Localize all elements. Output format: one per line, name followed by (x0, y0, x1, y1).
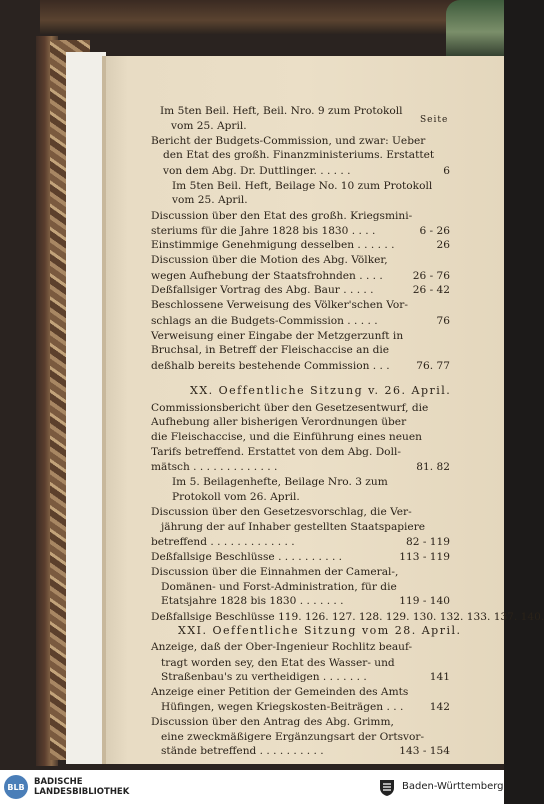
toc-entry-line: Bruchsal, in Betreff der Fleischaccise an die (151, 344, 390, 357)
toc-entry-line: Straßenbau's zu vertheidigen . . . . . . . (161, 670, 367, 683)
toc-entry-line: eine zweckmäßigere Ergänzungsart der Ortsvor- (161, 731, 425, 744)
blb-logo-icon: BLB (4, 775, 28, 799)
page-column-header: Seite (420, 115, 449, 125)
toc-entry-line: Im 5ten Beil. Heft, Beil. Nro. 9 zum Protokoll (160, 104, 403, 117)
toc-entry-line: Discussion über den Etat des großh. Kriegsmini- (151, 209, 413, 222)
page-reference: 6 - 26 (419, 224, 450, 237)
toc-entry-line: stände betreffend . . . . . . . . . . (161, 745, 324, 758)
toc-entry-line: tragt worden sey, den Etat des Wasser- und (161, 656, 395, 669)
library-name-line2: LANDESBIBLIOTHEK (34, 787, 130, 797)
toc-entry-line: Deßfallsige Beschlüsse . . . . . . . . . . (151, 550, 343, 563)
page-reference: 26 - 76 (412, 269, 450, 282)
page-reference: 76 (436, 314, 450, 327)
toc-entry-line: Aufhebung aller bisherigen Verordnungen über (151, 415, 407, 428)
page-reference: 142 (429, 701, 450, 714)
toc-entry-line: Domänen- und Forst-Administration, für die (161, 581, 397, 594)
toc-entry-line: Verweisung einer Eingabe der Metzgerzunft in (151, 329, 404, 342)
toc-entry-line: Etatsjahre 1828 bis 1830 . . . . . . . (161, 595, 344, 608)
page-reference: 81. 82 (416, 460, 450, 473)
toc-entry-line: Discussion über den Antrag des Abg. Grimm, (151, 715, 394, 728)
toc-entry-line: Deßfallsige Beschlüsse 119. 126. 127. 128. 129. 130. 132. 133. 137. 140. (151, 610, 544, 623)
toc-entry-line: deßhalb bereits bestehende Commission . . . (151, 359, 390, 372)
toc-entry-line: von dem Abg. Dr. Duttlinger. . . . . . (163, 164, 351, 177)
page-reference: 143 - 154 (399, 745, 450, 758)
library-name-line1: BADISCHE (34, 777, 83, 787)
page-reference: 119 - 140 (399, 595, 450, 608)
toc-entry-line: den Etat des großh. Finanzministeriums. Erstattet (163, 149, 435, 162)
state-name: Baden-Württemberg (402, 781, 504, 792)
toc-entry-line: Tarifs betreffend. Erstattet von dem Abg. Doll- (151, 446, 401, 459)
toc-entry-line: betreffend . . . . . . . . . . . . . (151, 536, 295, 549)
footer-bar (0, 770, 504, 804)
toc-entry-line: Discussion über den Gesetzesvorschlag, die Ver- (151, 505, 412, 518)
session-heading: XX. Oeffentliche Sitzung v. 26. April. (190, 384, 452, 398)
page-reference: 26 (436, 239, 450, 252)
page-reference: 113 - 119 (399, 550, 450, 563)
toc-entry-line: jährung der auf Inhaber gestellten Staatspapiere (161, 520, 426, 533)
library-name (34, 777, 129, 797)
toc-entry-line: Hüfingen, wegen Kriegskosten-Beiträgen . . . (161, 701, 404, 714)
toc-entry-line: Im 5ten Beil. Heft, Beilage No. 10 zum Protokoll (172, 180, 433, 192)
toc-entry-line: Deßfallsiger Vortrag des Abg. Baur . . . . . (151, 284, 374, 297)
toc-entry-line: Discussion über die Motion des Abg. Völker, (151, 254, 388, 267)
page-reference: 76. 77 (416, 359, 450, 372)
toc-entry-line: Einstimmige Genehmigung desselben . . . . . . (151, 239, 395, 252)
toc-entry-line: vom 25. April. (172, 194, 248, 207)
page-reference: 82 - 119 (405, 536, 450, 549)
toc-entry-line: die Fleischaccise, und die Einführung eines neuen (151, 431, 422, 444)
toc-entry-line: Im 5. Beilagenhefte, Beilage Nro. 3 zum (172, 476, 388, 489)
toc-entry-line: Discussion über die Einnahmen der Cameral-, (151, 565, 399, 578)
toc-entry-line: Bericht der Budgets-Commission, und zwar: Ueber (151, 135, 426, 148)
toc-entry-line: vom 25. April. (171, 119, 247, 132)
page-reference: 6 (443, 164, 450, 177)
baden-wuerttemberg-lion-icon (378, 777, 396, 797)
toc-entry-line: mätsch . . . . . . . . . . . . . (151, 460, 278, 473)
toc-entry-line: wegen Aufhebung der Staatsfrohnden . . . . (151, 269, 383, 282)
toc-entry-line: Anzeige einer Petition der Gemeinden des Amts (151, 686, 409, 699)
session-heading: XXI. Oeffentliche Sitzung vom 28. April. (178, 624, 462, 638)
toc-entry-line: Protokoll vom 26. April. (172, 491, 300, 504)
toc-entry-line: Beschlossene Verweisung des Völker'schen Vor- (151, 299, 408, 312)
toc-entry-line: schlags an die Budgets-Commission . . . . . (151, 314, 378, 327)
toc-entry-line: Anzeige, daß der Ober-Ingenieur Rochlitz beauf- (151, 641, 413, 654)
toc-entry-line: Commissionsbericht über den Gesetzesentwurf, die (151, 401, 429, 414)
page-reference: 141 (429, 670, 450, 683)
page-reference: 26 - 42 (412, 284, 450, 297)
toc-entry-line: steriums für die Jahre 1828 bis 1830 . . . . (151, 224, 376, 237)
